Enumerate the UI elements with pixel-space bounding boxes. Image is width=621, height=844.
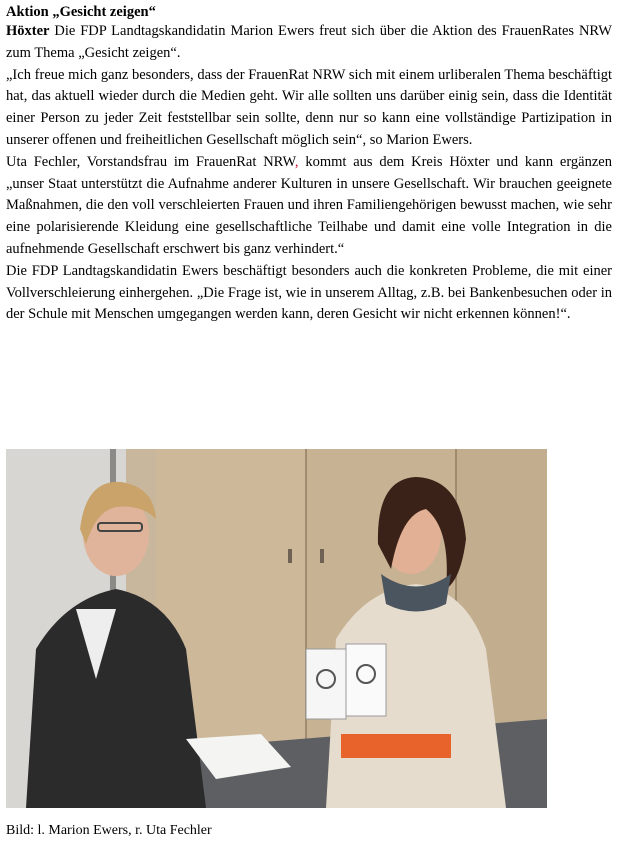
paragraph-fechler-before: Uta Fechler, Vorstandsfrau im FrauenRat NRW [6, 153, 295, 170]
highlighted-comma: , [294, 153, 299, 170]
paragraph-quote-ewers: „Ich freue mich ganz besonders, dass der FrauenRat NRW sich mit einem urliberalen Thema beschäftigt hat, das aktuell wieder durch die Medien geht. Wir alle sollten uns darüber einig sein, dass die Identität einer Person zu jeder Zeit feststellbar sein sollte, denn nur so kann eine vollständige Partizipation in unserer offenen und freiheitlichen Gesellschaft möglich sein“, so Marion Ewers. [6, 66, 612, 148]
orange-folder [341, 734, 451, 758]
paragraph-fechler-after: kommt aus dem Kreis Höxter und kann ergänzen „unser Staat unterstützt die Aufnahme anderer Kulturen in unsere Gesellschaft. Wir brauchen geeignete Maßnahmen, die den voll verschleierten Frauen und ihren Familiengehörigen bewusst machen, wie sehr eine polarisierende Kleidung eine gesellschaftliche Teilhabe und damit eine volle Integration in die aufnehmende Gesellschaft erschwert bis ganz verhindert.“ [6, 153, 612, 257]
paragraph-intro [6, 21, 612, 65]
flyer-2 [346, 644, 386, 716]
photo-caption: Bild: l. Marion Ewers, r. Uta Fechler [6, 823, 212, 838]
paragraph-fechler [6, 152, 612, 261]
paragraph-intro-text: Die FDP Landtagskandidatin Marion Ewers freut sich über die Aktion des FrauenRates NRW zum Thema „Gesicht zeigen“. [6, 23, 612, 61]
cabinet-handle [320, 549, 324, 563]
paragraph-problems: Die FDP Landtagskandidatin Ewers beschäftigt besonders auch die konkreten Probleme, die mit einer Vollverschleierung einhergehen. „Die Frage ist, wie in unserem Alltag, z.B. bei Bankenbesuchen oder in der Schule mit Menschen umgegangen werden kann, deren Gesicht wir nicht erkennen können!“. [6, 262, 612, 323]
flyer-1 [306, 649, 346, 719]
article [6, 0, 612, 326]
article-photo [6, 449, 547, 808]
place-lead: Höxter [6, 23, 50, 39]
cabinet-handle [288, 549, 292, 563]
article-title: Aktion „Gesicht zeigen“ [6, 4, 156, 20]
